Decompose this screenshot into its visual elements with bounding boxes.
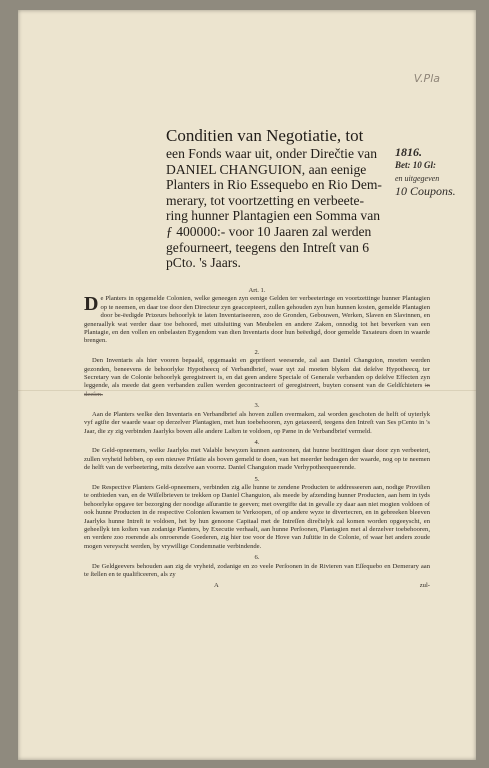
title-line: een Fonds waar uit, onder Direčtie van: [166, 146, 378, 161]
page-footer: [84, 582, 430, 590]
title-line: gefourneert, teegens den Intreſt van 6: [166, 239, 370, 255]
article-heading: 2.: [254, 348, 260, 356]
document-title: [166, 126, 396, 271]
article-paragraph: Aan de Planters welke den Inventaris en Verbandbrief als hoven zullen overmaken, zal worden geschoten de helft of uyterlyk vyf agtſte der waarde waar op derzelver Plantagien, met hun toebehooren, zyn getaxeerd, teegens den Intreſt van Ses pCento in 's Jaar, die zy zig verbinden Jaarlyks boven alle andere Laſten te voldoen, op Pæne in de Verbandbrief vermeld.: [84, 410, 430, 435]
margin-note-issued: en uitgegeven: [395, 174, 440, 183]
margin-note-year: 1816.: [395, 145, 422, 159]
article-heading: 3.: [254, 402, 260, 410]
title-line: pCto. 's Jaars.: [166, 255, 241, 271]
article-heading: 5.: [254, 475, 260, 483]
catchword: zul-: [419, 582, 430, 590]
title-line: ƒ 400000:- voor 10 Jaaren zal werden: [166, 223, 372, 239]
article-heading: 6.: [254, 554, 260, 562]
title-line: Planters in Rio Essequebo en Rio Dem-: [166, 177, 382, 193]
struck-through-text: in deeſen.: [84, 382, 430, 398]
signature-mark: A: [214, 582, 219, 590]
title-line: Conditien van Negotiatie, tot: [166, 126, 364, 145]
title-line: ring hunner Plantagien een Somma van: [166, 208, 381, 224]
margin-note-amount: Bet: 10 Gl:: [395, 160, 436, 170]
article-paragraph: [84, 357, 430, 399]
title-line: DANIEL CHANGUION, aan eenige: [166, 161, 367, 177]
article-paragraph: De Respective Planters Geld-opneemers, verbinden zig alle hunne te zendene Producten te addresseeren aan, nodige Proviſien te ontbieden van, en de Wiſſelbrieven te trekken op Daniel Changuion, als meede by afzending hunner Producten, aan hem in tyds behoorlyke opgave ter bezorging der noodige aſſurantie te geeven; met overgifte dat in gevalle zy daar aan niet mogten voldoen of ook hunne Producten in de respective Colonien kwamen te Verkoopen, of op andere wyze te divertecren, en in gebreeken bleeven Jaarlyks hunne Intreſt te voldoen, het by hun genoone Capitaal met de Intreſſen direčtelyk zal komen worden opgeeyscht, en geheellyk ten koſten van zodanige Planters, by Executie verhaalt, aan hunne Perſoonen, Plantagien met al derzelver toebehooren, en verdere zoo roerende als onroerende Goederen, zig hier toe voor de Hove van Juſtitie in de Colonie, of waar het anders zoude mogen vereyscht werden, by vrywillige Condemnatie verbindende.: [84, 483, 430, 550]
title-line: merary, tot voortzetting en verbeete-: [166, 192, 365, 208]
corner-annotation: V.Pla: [413, 72, 440, 85]
article-text: Den Inventaris als hier vooren bepaald, opgemaakt en geprifeert weesende, zal aan Daniel Changuion, moeten werden gezonden, beneevens de behoorlyke Hypotheecq of Verbandbrief, waar uyt zal moeten blyken dat deſelve Hypotheecq, ter Secretary van de Colonie behoorlyk geregistreert is, en dat geen andere Speciale of Generale verbanden op deſelve Effecten zyn leggende, als meede dat geen verbanden zullen werden gecontracteert of geregistreert, buyten consent van de Geldſchieters: [84, 357, 430, 390]
article-heading: Art. 1.: [248, 287, 266, 294]
article-paragraph: [84, 295, 430, 345]
article-text: e Planters in opgemelde Colonien, welke geneegen zyn eenige Gelden ter verbeeteringe en voortzettinge hunner Plantagien op te neemen, en daar toe door den Directeur zyn geaccepteert, zullen gehouden zyn hun hunnen kosten, gemelde Plantagien door be-ëedigde Prizeurs behoorlyk te laten Inventariseeren, zoo de Gronden, Gebouwen, Werken, Slaven en Slavinnen, en generaallyk wat verder daar toe behoord, met uitsluiting van Meubelen en andere Zaken, onnodig tot het beverken van een Plantagie, en den vollen en onbelasten Eygendom van dien Inventaris door hun beëedigd, door gemelde Taxateurs doen in waarde brengen.: [84, 295, 430, 345]
document-page: [18, 10, 476, 760]
margin-note-coupons: 10 Coupons.: [395, 184, 456, 198]
article-paragraph: De Geldgeevers behouden aan zig de vryheid, zodanige en zo veele Perſoonen in de Rivieren van Eſſequebo en Demerary aan te ſtellen en te qualificeeren, als zy: [84, 562, 430, 578]
handwritten-margin-note: [395, 146, 467, 198]
article-heading: 4.: [254, 438, 260, 446]
drop-cap: D: [84, 293, 99, 316]
document-body: [84, 286, 430, 591]
article-paragraph: De Geld-opneemers, welke Jaarlyks met Valable bewyzen kunnen aantoonen, dat hunne bezittingen daar door zyn verbeetert, zullen vryheid hebben, op een nieuwe Priſatie als boven gemeld te doen, van het meerder bedragen der waarde, nog op te neemen de helft van de verbeetering, mits dezelve aan voornz. Daniel Changuion made Verhypotheequeerende.: [84, 447, 430, 472]
